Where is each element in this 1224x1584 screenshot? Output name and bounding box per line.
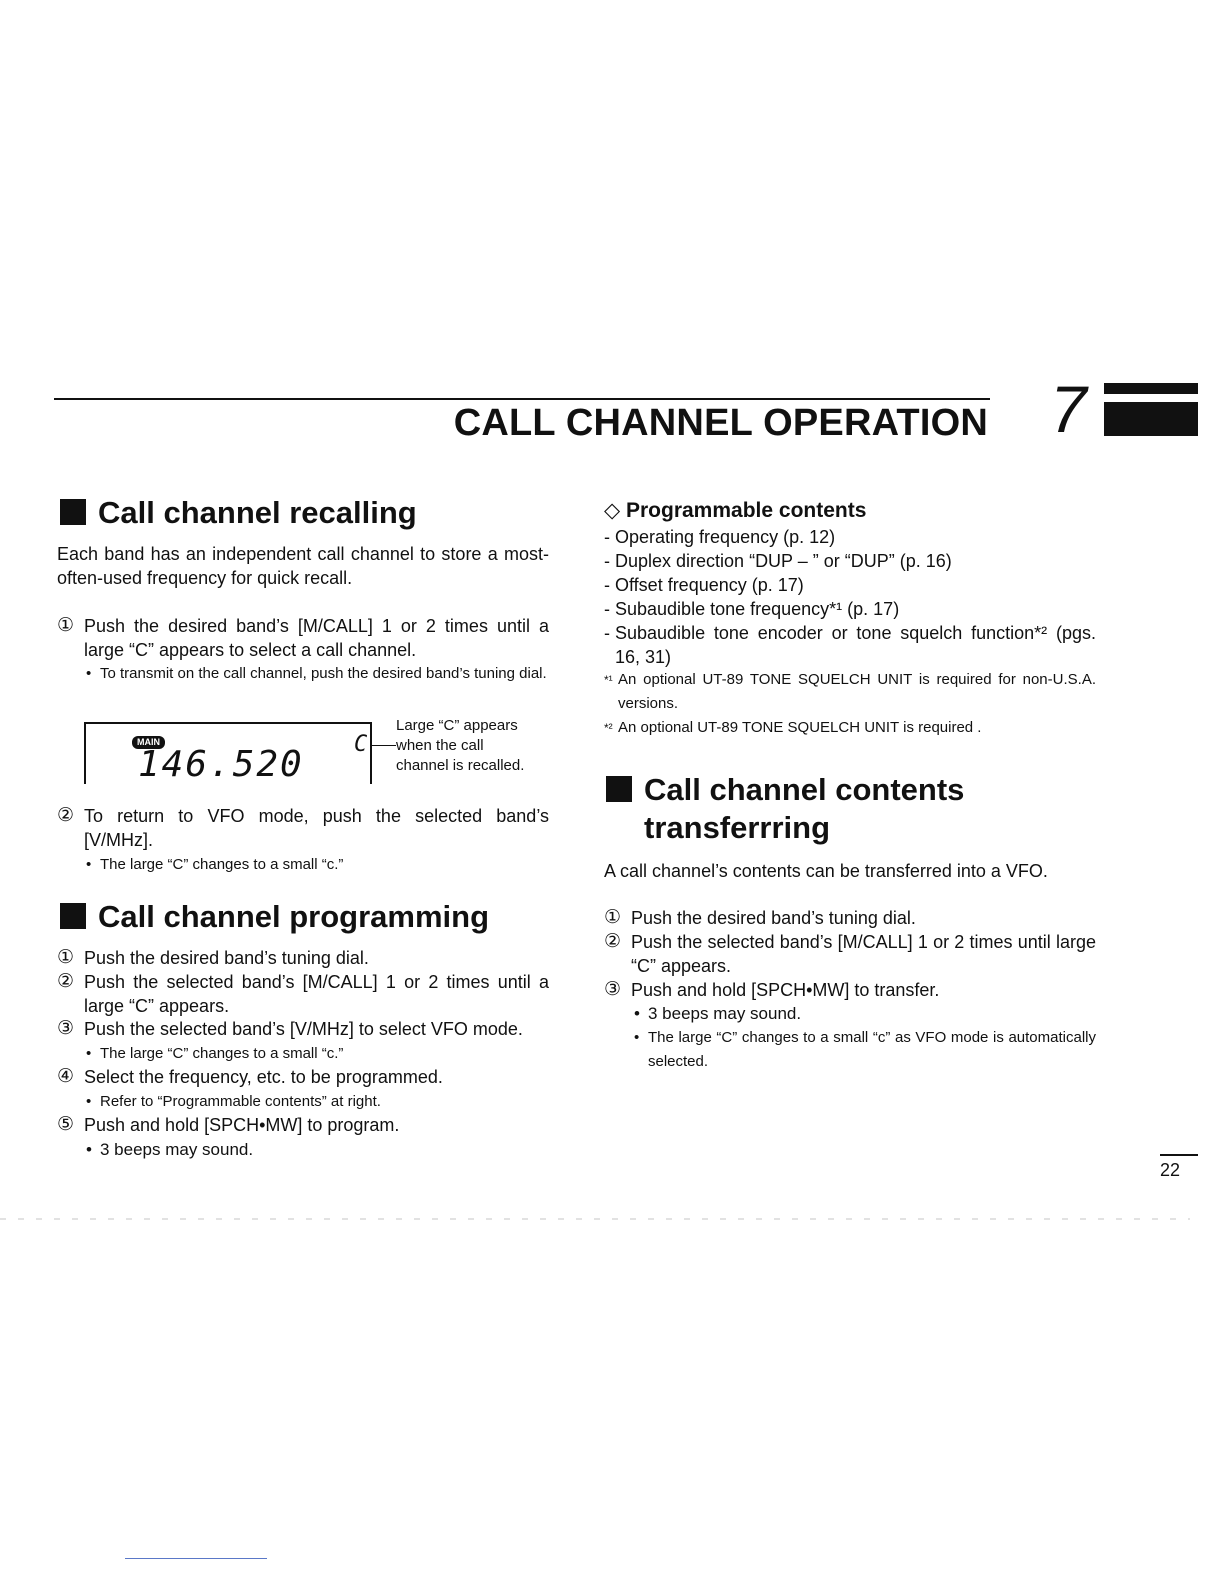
step-number: ② — [57, 805, 75, 826]
footnote-text: An optional UT-89 TONE SQUELCH UNIT is required for non-U.S.A. versions. — [618, 671, 1096, 712]
step-text: Push and hold [SPCH•MW] to program. — [84, 1115, 400, 1135]
step-number: ⑤ — [57, 1114, 75, 1135]
transferring-bullet-2: • The large “C” changes to a small “c” as VFO mode is automatically selected. — [634, 1026, 1096, 1074]
programming-step-3-bullet: • The large “C” changes to a small “c.” — [86, 1042, 549, 1066]
lcd-main-badge: MAIN — [132, 736, 165, 749]
recalling-intro: Each band has an independent call channel to store a most-often-used frequency for quick recall. — [57, 544, 549, 588]
recalling-heading — [60, 494, 417, 532]
step-number: ② — [57, 971, 75, 992]
bottom-rule — [125, 1558, 267, 1559]
annotation-line: channel is recalled. — [396, 757, 525, 774]
chapter-title: CALL CHANNEL OPERATION — [453, 402, 988, 444]
bullet-text: The large “C” changes to a small “c” as VFO mode is automatically selected. — [648, 1029, 1096, 1070]
chapter-tab-marker — [1104, 383, 1198, 394]
lcd-display-right-edge — [370, 722, 372, 784]
recalling-step-1-bullet: • To transmit on the call channel, push the desired band’s tuning dial. — [86, 662, 549, 686]
footnote-1 — [604, 668, 1096, 716]
transferring-intro: A call channel’s contents can be transferred into a VFO. — [604, 861, 1048, 881]
scan-artifact-line — [0, 1218, 1190, 1220]
recalling-step-1 — [57, 614, 549, 662]
recalling-heading-text: Call channel recalling — [98, 495, 417, 530]
list-item-text: Subaudible tone frequency*¹ (p. 17) — [615, 599, 900, 619]
bullet-text: The large “C” changes to a small “c.” — [100, 856, 344, 873]
step-number: ① — [604, 907, 622, 928]
transferring-heading-line-1: Call channel contents — [644, 772, 965, 807]
programming-step-2 — [57, 970, 549, 1018]
programming-step-3 — [57, 1017, 549, 1041]
programming-step-5 — [57, 1113, 549, 1137]
programmable-list-item: - Subaudible tone encoder or tone squelch function*² (pgs. 16, 31) — [604, 623, 1096, 667]
bullet-text: Refer to “Programmable contents” at right. — [100, 1093, 381, 1110]
transferring-step-2 — [604, 930, 1096, 978]
transferring-heading — [606, 771, 964, 847]
step-text: Push and hold [SPCH•MW] to transfer. — [631, 980, 940, 1000]
programming-step-1 — [57, 946, 549, 970]
step-number: ① — [57, 947, 75, 968]
step-text: Push the selected band’s [M/CALL] 1 or 2 times until a large “C” appears. — [84, 972, 549, 1016]
step-text: Select the frequency, etc. to be programmed. — [84, 1067, 443, 1087]
step-number: ① — [57, 615, 75, 636]
programmable-list-item: - Subaudible tone frequency*¹ (p. 17) — [604, 597, 1096, 621]
step-text: Push the selected band’s [M/CALL] 1 or 2 times until large “C” appears. — [631, 932, 1096, 976]
annotation-leader-line — [372, 745, 396, 746]
page-number-rule — [1160, 1154, 1198, 1156]
transferring-step-1 — [604, 906, 1096, 930]
list-item-text: Duplex direction “DUP – ” or “DUP” (p. 16) — [615, 551, 952, 571]
step-number: ④ — [57, 1066, 75, 1087]
programming-heading — [60, 898, 489, 936]
bullet-text: 3 beeps may sound. — [648, 1004, 802, 1023]
programmable-list-item: - Duplex direction “DUP – ” or “DUP” (p. 16) — [604, 549, 1096, 573]
step-text: Push the desired band’s tuning dial. — [631, 908, 916, 928]
annotation-line: when the call — [396, 737, 484, 754]
list-item-text: Offset frequency (p. 17) — [615, 575, 804, 595]
bullet-text: To transmit on the call channel, push the desired band’s tuning dial. — [100, 665, 547, 682]
step-number: ② — [604, 931, 622, 952]
programmable-list-item: - Offset frequency (p. 17) — [604, 573, 1096, 597]
footnote-2 — [604, 716, 1096, 740]
lcd-annotation — [396, 716, 524, 776]
chapter-tab-block — [1104, 402, 1198, 436]
recalling-step-2-bullet: • The large “C” changes to a small “c.” — [86, 853, 549, 877]
footnote-text: An optional UT-89 TONE SQUELCH UNIT is required . — [618, 719, 982, 736]
header-rule — [54, 398, 990, 400]
transferring-heading-line-2: transferrring — [644, 810, 831, 845]
bullet-text: 3 beeps may sound. — [100, 1140, 254, 1159]
step-text: Push the selected band’s [V/MHz] to select VFO mode. — [84, 1019, 523, 1039]
transferring-step-3 — [604, 978, 1096, 1002]
recalling-step-2 — [57, 804, 549, 852]
programmable-list-item: - Operating frequency (p. 12) — [604, 525, 1096, 549]
lcd-frequency-readout: 146.520 — [138, 744, 304, 785]
footnote-mark: *² — [604, 721, 613, 735]
step-text: Push the desired band’s tuning dial. — [84, 948, 369, 968]
programmable-contents-heading — [604, 498, 866, 523]
step-number: ③ — [604, 979, 622, 1000]
programming-step-4 — [57, 1065, 549, 1089]
list-item-text: Operating frequency (p. 12) — [615, 527, 836, 547]
programming-heading-text: Call channel programming — [98, 899, 490, 934]
chapter-number: 7 — [1050, 372, 1087, 446]
diamond-icon: ◇ — [604, 499, 621, 522]
step-number: ③ — [57, 1018, 75, 1039]
step-text: Push the desired band’s [M/CALL] 1 or 2 times until a large “C” appears to select a call channel. — [84, 616, 549, 660]
section-square-icon — [606, 776, 632, 802]
lcd-display-left-edge — [84, 722, 86, 784]
list-item-text: Subaudible tone encoder or tone squelch function*² (pgs. 16, 31) — [615, 623, 1096, 667]
annotation-line: Large “C” appears — [396, 717, 518, 734]
bullet-text: The large “C” changes to a small “c.” — [100, 1045, 344, 1062]
programming-step-4-bullet: • Refer to “Programmable contents” at right. — [86, 1090, 549, 1114]
footnote-mark: *¹ — [604, 673, 613, 687]
programming-step-5-bullet: • 3 beeps may sound. — [86, 1138, 549, 1162]
lcd-call-c-indicator: C — [354, 732, 368, 757]
step-text: To return to VFO mode, push the selected band’s [V/MHz]. — [84, 806, 549, 850]
section-square-icon — [60, 499, 86, 525]
page-number: 22 — [1160, 1160, 1181, 1180]
transferring-bullet-1: • 3 beeps may sound. — [634, 1002, 1096, 1026]
section-square-icon — [60, 903, 86, 929]
programmable-heading-text: Programmable contents — [626, 499, 867, 522]
